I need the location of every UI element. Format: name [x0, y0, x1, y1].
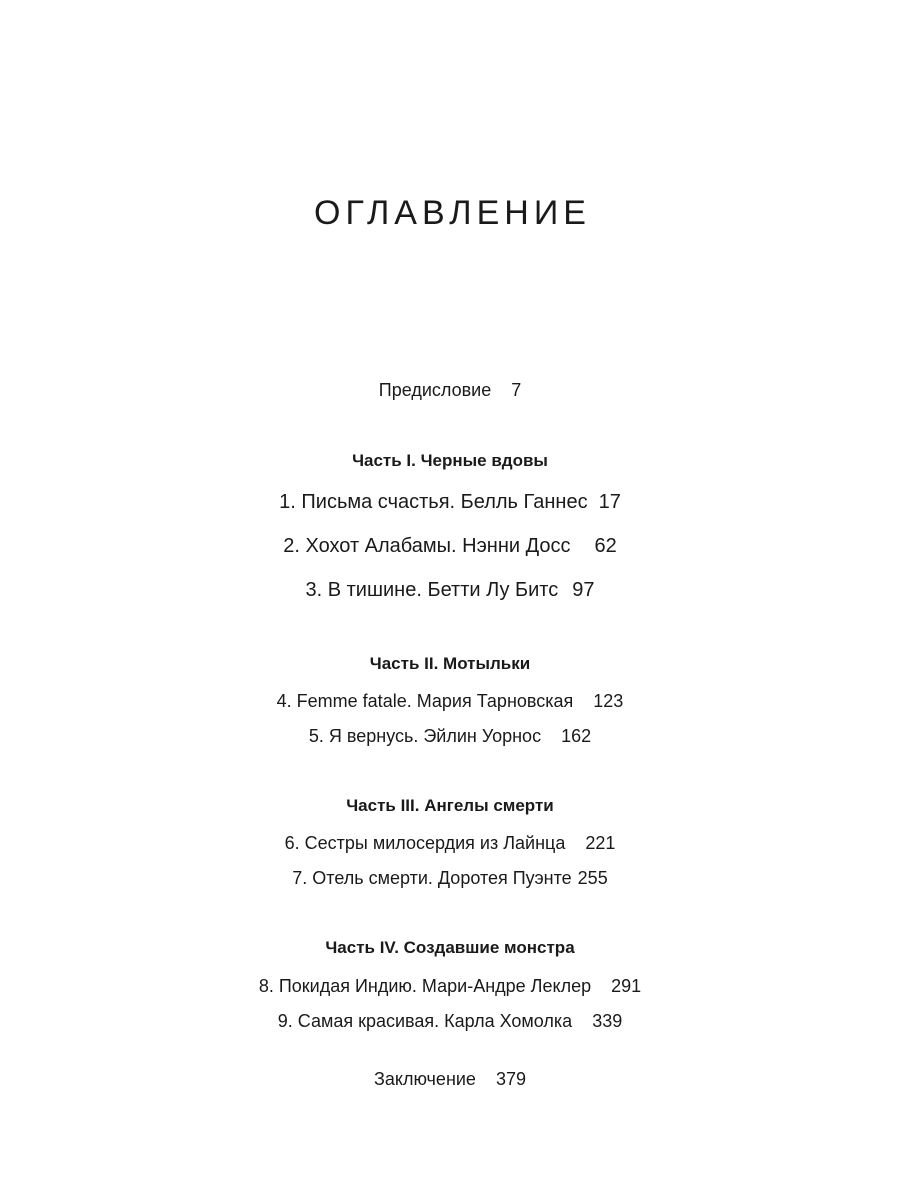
toc-chapter-4[interactable]: [0, 692, 900, 710]
toc-chapter-8[interactable]: [0, 977, 900, 995]
toc-entry-label: 5. Я вернусь. Эйлин Уорнос: [308, 726, 542, 746]
toc-entry-label: 9. Самая красивая. Карла Хомолка: [277, 1011, 573, 1031]
toc-entry-preface[interactable]: [0, 381, 900, 399]
toc-entry-label: 1. Письма счастья. Белль Ганнес: [279, 491, 588, 513]
toc-entry-page: 17: [598, 491, 621, 513]
toc-entry-page: 339: [592, 1011, 623, 1031]
toc-chapter-9[interactable]: [0, 1012, 900, 1030]
toc-chapter-2[interactable]: [0, 536, 900, 556]
toc-entry-label: Предисловие: [378, 380, 492, 400]
toc-entry-page: 123: [593, 691, 624, 711]
toc-chapter-5[interactable]: [0, 727, 900, 745]
toc-entry-label: 3. В тишине. Бетти Лу Битс: [305, 579, 559, 601]
toc-entry-page: 291: [611, 976, 642, 996]
toc-chapter-1[interactable]: [0, 492, 900, 512]
toc-entry-label: 6. Сестры милосердия из Лайнца: [284, 833, 566, 853]
toc-entry-conclusion[interactable]: [0, 1070, 900, 1088]
toc-entry-label: 8. Покидая Индию. Мари-Андре Леклер: [258, 976, 592, 996]
toc-part-heading-3[interactable]: Часть III. Ангелы смерти: [346, 796, 554, 815]
toc-part-heading-1[interactable]: Часть I. Черные вдовы: [352, 451, 548, 470]
toc-entry-page: 97: [572, 579, 595, 601]
toc-entry-page: 62: [594, 535, 617, 557]
toc-part-heading-2[interactable]: Часть II. Мотыльки: [369, 654, 531, 673]
toc-entry-page: 7: [511, 380, 522, 400]
toc-part-heading-4[interactable]: Часть IV. Создавшие монстра: [325, 938, 575, 957]
toc-entry-label: Заключение: [373, 1069, 476, 1089]
toc-entry-label: 2. Хохот Алабамы. Нэнни Досс: [283, 535, 571, 557]
toc-chapter-6[interactable]: [0, 834, 900, 852]
toc-entry-page: 162: [561, 726, 592, 746]
toc-chapter-3[interactable]: [0, 580, 900, 600]
toc-entry-page: 379: [495, 1069, 526, 1089]
toc-entry-label: 7. Отель смерти. Доротея Пуэнте: [292, 868, 572, 888]
toc-entry-label: 4. Femme fatale. Мария Тарновская: [276, 691, 574, 711]
toc-chapter-7[interactable]: [0, 869, 900, 887]
toc-entry-page: 221: [585, 833, 616, 853]
toc-entry-page: 255: [577, 868, 608, 888]
page-title: ОГЛАВЛЕНИЕ: [314, 194, 591, 232]
